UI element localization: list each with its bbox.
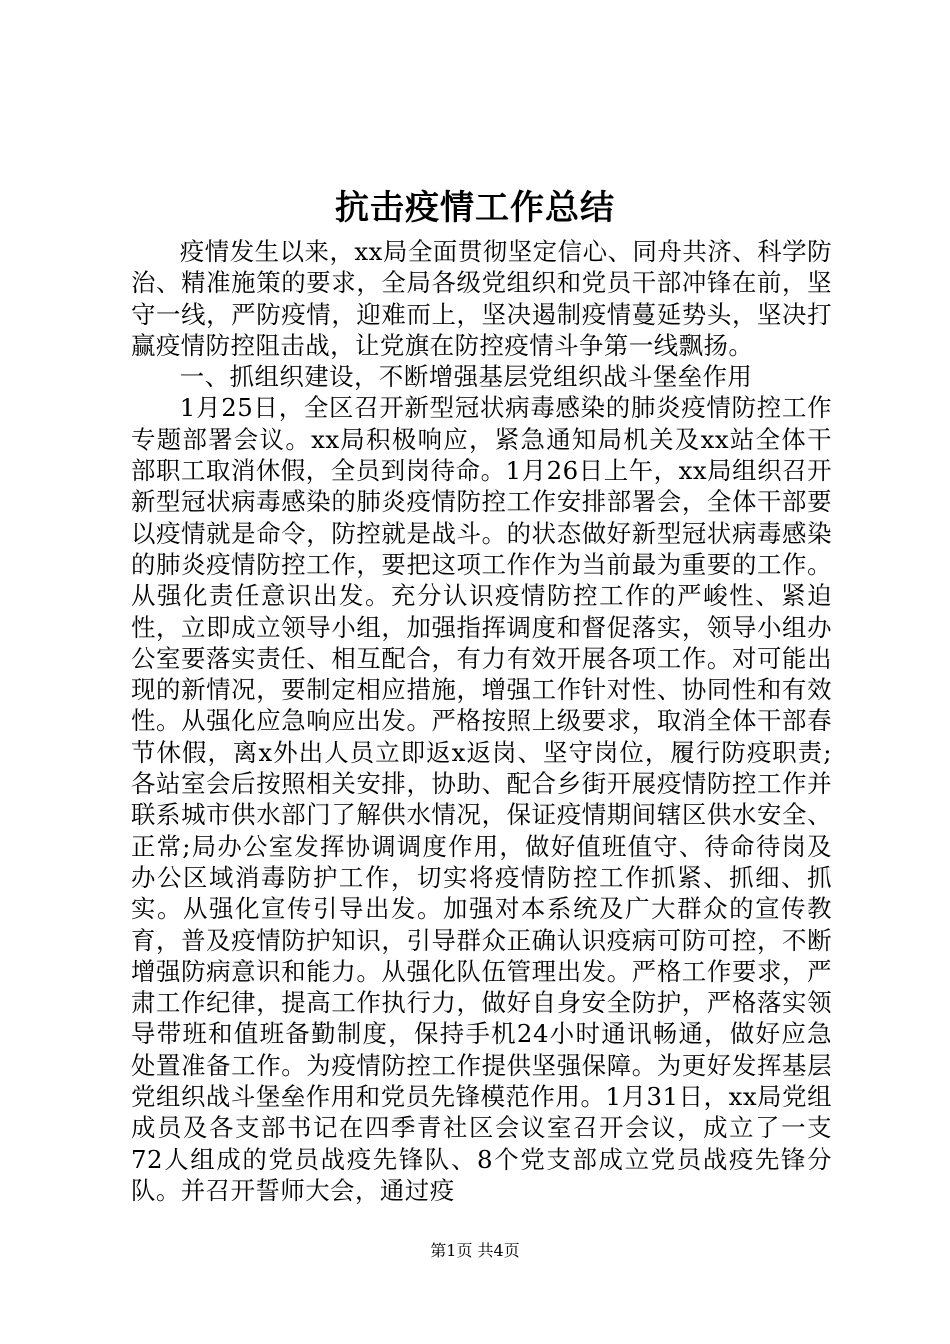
document-title: 抗击疫情工作总结 (335, 188, 615, 228)
document-body (131, 236, 832, 1206)
page-number-footer: 第1页 共4页 (430, 1241, 520, 1260)
intro-paragraph: 疫情发生以来，xx局全面贯彻坚定信心、同舟共济、科学防治、精准施策的要求，全局各级党组织和党员干部冲锋在前，坚守一线，严防疫情，迎难而上，坚决遏制疫情蔓延势头，坚决打赢疫情防控阻击战，让党旗在防控疫情斗争第一线飘扬。 (131, 237, 832, 360)
section-heading: 一、抓组织建设，不断增强基层党组织战斗堡垒作用 (179, 362, 753, 392)
body-paragraph: 1月25日，全区召开新型冠状病毒感染的肺炎疫情防控工作专题部署会议。xx局积极响应，紧急通知局机关及xx站全体干部职工取消休假，全员到岗待命。1月26日上午，xx局组织召开新型冠状病毒感染的肺炎疫情防控工作安排部署会，全体干部要以疫情就是命令，防控就是战斗。的状态做好新型冠状病毒感染的肺炎疫情防控工作，要把这项工作作为当前最为重要的工作。从强化责任意识出发。充分认识疫情防控工作的严峻性、紧迫性，立即成立领导小组，加强指挥调度和督促落实，领导小组办公室要落实责任、相互配合，有力有效开展各项工作。对可能出现的新情况，要制定相应措施，增强工作针对性、协同性和有效性。从强化应急响应出发。严格按照上级要求，取消全体干部春节休假，离x外出人员立即返x返岗、坚守岗位，履行防疫职责;各站室会后按照相关安排，协助、配合乡街开展疫情防控工作并联系城市供水部门了解供水情况，保证疫情期间辖区供水安全、正常;局办公室发挥协调调度作用，做好值班值守、待命待岗及办公区域消毒防护工作，切实将疫情防控工作抓紧、抓细、抓实。从强化宣传引导出发。加强对本系统及广大群众的宣传教育，普及疫情防护知识，引导群众正确认识疫病可防可控，不断增强防病意识和能力。从强化队伍管理出发。严格工作要求，严肃工作纪律，提高工作执行力，做好自身安全防护，严格落实领导带班和值班备勤制度，保持手机24小时通讯畅通，做好应急处置准备工作。为疫情防控工作提供坚强保障。为更好发挥基层党组织战斗堡垒作用和党员先锋模范作用。1月31日，xx局党组成员及各支部书记在四季青社区会议室召开会议，成立了一支72人组成的党员战疫先锋队、8个党支部成立党员战疫先锋分队。并召开誓师大会，通过疫 (131, 393, 832, 1205)
